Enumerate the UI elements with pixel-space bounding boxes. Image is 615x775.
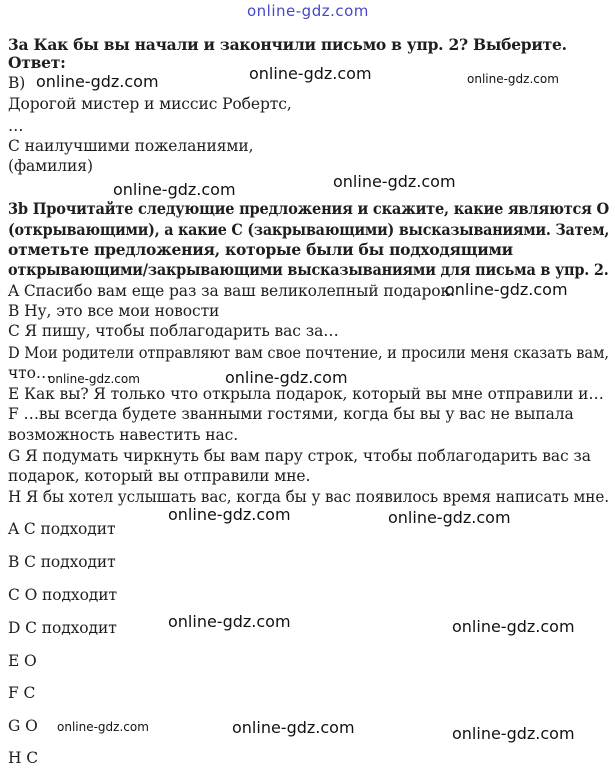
sentence-d: D Мои родители отправляют вам свое почтение, и просили меня сказать вам, [8,344,609,362]
task-3b-title: отметьте предложения, которые были бы подходящими [8,240,513,259]
answer-b: B C подходит [8,553,116,571]
letter-line: (фамилия) [8,157,93,175]
watermark: online-gdz.com [452,724,575,743]
sentence-g: G Я подумать чиркнуть бы вам пару строк, чтобы поблагодарить вас за [8,447,591,465]
sentence-c: C Я пишу, чтобы поблагодарить вас за… [8,322,339,340]
watermark: online-gdz.com [388,508,511,527]
watermark: online-gdz.com [452,617,575,636]
letter-line: Дорогой мистер и миссис Робертс, [8,95,292,113]
watermark: online-gdz.com [445,280,568,299]
task-3b-title: 3b Прочитайте следующие предложения и скажите, какие являются O [8,199,610,218]
sentence-g-cont: подарок, который вы отправили мне. [8,467,311,485]
task-3b-title: открывающими/закрывающими высказываниями для письма в упр. 2. [8,260,609,279]
watermark: online-gdz.com [168,505,291,524]
watermark: online-gdz.com [113,180,236,199]
answer-label: Ответ: [8,53,66,72]
answer-g: G O [8,717,38,735]
watermark: online-gdz.com [57,720,149,734]
answer-a: A C подходит [8,520,116,538]
watermark: online-gdz.com [48,372,140,386]
watermark: online-gdz.com [232,718,355,737]
sentence-d-cont: что… [8,364,52,382]
sentence-f-cont: возможность навестить нас. [8,426,239,444]
watermark-top: online-gdz.com [247,2,369,20]
watermark: online-gdz.com [467,72,559,86]
watermark: online-gdz.com [168,612,291,631]
sentence-a: A Спасибо вам еще раз за ваш великолепный подарок. [8,282,455,300]
answer-c: C O подходит [8,586,117,604]
answer-variant: B) [8,74,26,92]
task-3b-title: (открывающими), а какие C (закрывающими) высказываниями. Затем, [8,220,610,239]
watermark: online-gdz.com [36,72,159,91]
watermark: online-gdz.com [333,172,456,191]
answer-d: D C подходит [8,619,117,637]
sentence-b: B Ну, это все мои новости [8,302,220,320]
sentence-f: F …вы всегда будете званными гостями, когда бы вы у вас не выпала [8,405,574,423]
sentence-e: E Как вы? Я только что открыла подарок, который вы мне отправили и… [8,385,604,403]
answer-e: E O [8,652,37,670]
watermark: online-gdz.com [225,368,348,387]
sentence-h: H Я бы хотел услышать вас, когда бы у вас появилось время написать мне. [8,488,609,506]
answer-f: F C [8,684,36,702]
watermark: online-gdz.com [249,64,372,83]
task-3a-title: 3a Как бы вы начали и закончили письмо в упр. 2? Выберите. [8,35,567,54]
letter-line: … [8,117,24,135]
letter-line: С наилучшими пожеланиями, [8,137,254,155]
answer-h: H C [8,749,39,767]
